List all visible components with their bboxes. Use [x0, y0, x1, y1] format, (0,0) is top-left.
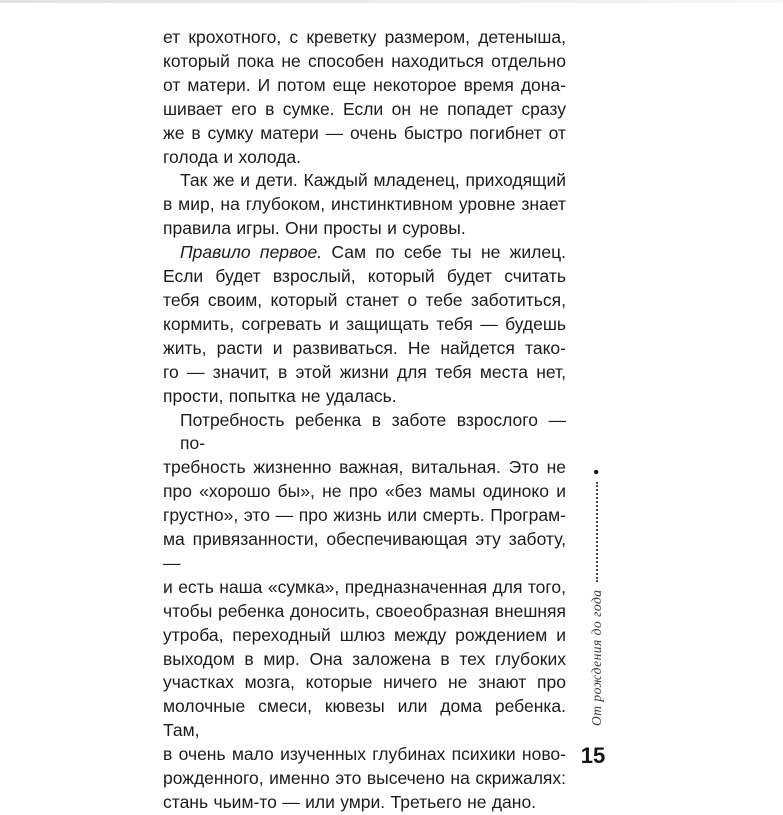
italic-lead: Правило первое. [180, 242, 323, 263]
chapter-marker-rule [588, 469, 605, 726]
text-line: шивает его в сумке. Если он не попадет сразу [163, 98, 566, 119]
text-line: утроба, переходный шлюз между рождением и [163, 624, 566, 645]
text-line: Потребность ребенка в заботе взрослого — по- [180, 409, 566, 454]
text-line: тебя своим, который станет о тебе заботиться, [163, 289, 566, 310]
text-line: в мир, на глубоком, инстинктивном уровне знает [163, 194, 566, 215]
page-top-edge-shadow [0, 0, 783, 3]
text-line: рожденного, именно это высечено на скрижалях: [163, 768, 566, 789]
paragraph [163, 241, 566, 408]
text-line: который пока не способен находиться отдельно [163, 50, 566, 71]
paragraph [163, 169, 566, 241]
body-text-block [163, 26, 566, 815]
page-number: 15 [580, 743, 606, 768]
text-line: го — значит, в этой жизни для тебя места нет, [163, 361, 566, 382]
text-line: стань чьим-то — или умри. Третьего не дано. [163, 792, 537, 812]
text-line: прости, попытка не удалась. [163, 385, 397, 406]
paragraph [163, 409, 566, 815]
text-line: правила игры. Они просты и суровы. [163, 218, 466, 239]
text-line: Если будет взрослый, который будет считать [163, 266, 566, 287]
text-line: жить, расти и развиваться. Не найдется тако- [163, 337, 566, 358]
text-line: в очень мало изученных глубинах психики ново- [163, 744, 566, 765]
text-line: грустно», это — про жизнь или смерть. Програм- [163, 505, 566, 526]
text-line: Так же и дети. Каждый младенец, приходящий [180, 170, 566, 191]
text-line: кормить, согревать и защищать тебя — будешь [163, 313, 566, 334]
text-line: участках мозга, которые ничего не знают про [163, 672, 566, 693]
text-line: и есть наша «сумка», предназначенная для того, [163, 576, 566, 597]
text-line: ма привязанности, обеспечивающая эту заботу, — [163, 529, 566, 573]
paragraph [163, 26, 566, 169]
text-line: требность жизненно важная, витальная. Это не [163, 457, 566, 478]
bullet-dot-icon: ● [590, 469, 602, 476]
text-line: молочные смеси, кювезы или дома ребенка. Там, [163, 696, 566, 741]
text-line: же в сумку матери — очень быстро погибнет от [163, 122, 566, 143]
text-line: голода и холода. [163, 146, 302, 167]
text-line: Правило первое. Сам по себе ты не жилец. [180, 242, 566, 263]
text-line: чтобы ребенка доносить, своеобразная внешняя [163, 600, 566, 621]
text-line: выходом в мир. Она заложена в тех глубоких [163, 648, 566, 669]
text-line: от матери. И потом еще некоторое время дона- [163, 74, 566, 95]
text-line: про «хорошо бы», не про «без мамы одиноко и [163, 481, 566, 502]
text-line: ет крохотного, с креветку размером, детеныша, [163, 27, 566, 47]
dotted-leader-line [596, 482, 598, 582]
chapter-marker-label: От рождения до года [588, 589, 604, 726]
